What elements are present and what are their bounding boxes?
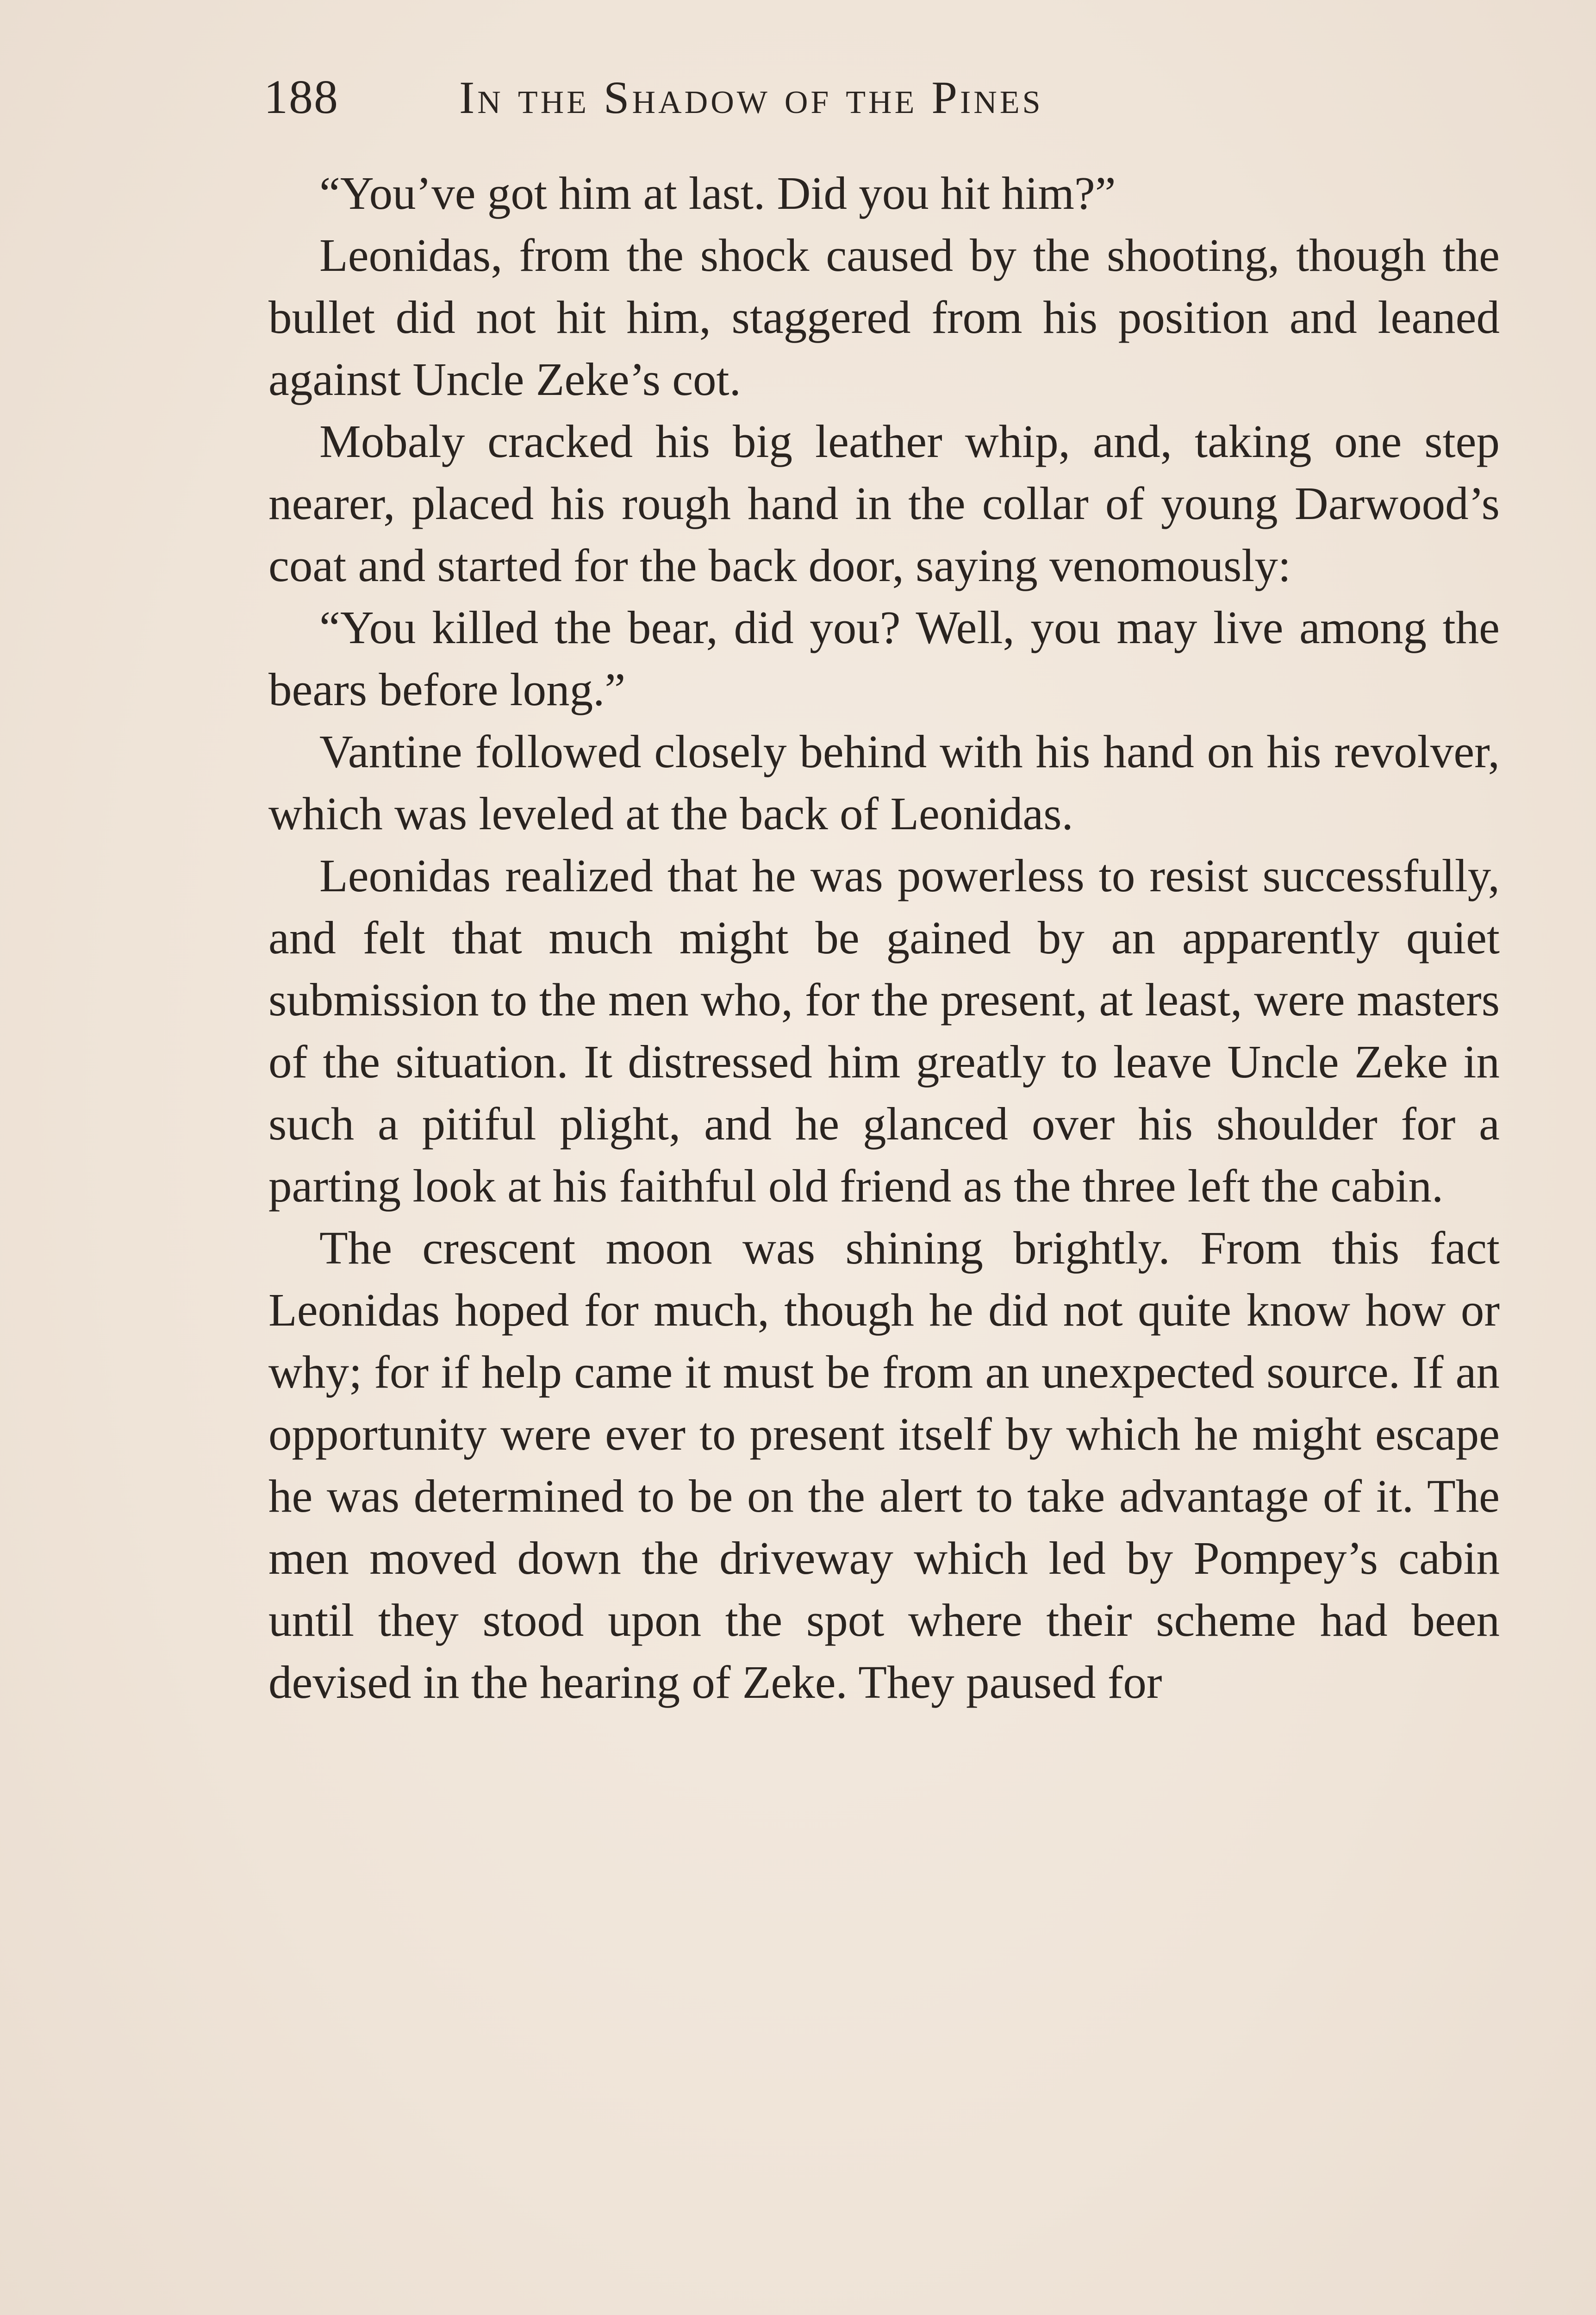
page-number: 188 <box>264 70 339 124</box>
page-header <box>264 69 1287 134</box>
paragraph: Vantine followed closely behind with his hand on his revolver, which was leveled at the back of Leonidas. <box>268 726 1500 839</box>
running-head: In the Shadow of the Pines <box>459 72 1043 123</box>
paragraph: Leonidas, from the shock caused by the shooting, though the bullet did not hit him, staggered from his position and leaned against Uncle Zeke’s cot. <box>268 229 1500 405</box>
paragraph: Mobaly cracked his big leather whip, and, taking one step nearer, placed his rough hand in the collar of young Darwood’s coat and started for the back door, saying venomously: <box>268 415 1500 591</box>
body-text <box>268 162 1500 1713</box>
paragraph: Leonidas realized that he was powerless to resist successfully, and felt that much might be gained by an apparently quiet submission to the men who, for the present, at least, were masters of the situation. It distressed him greatly to leave Uncle Zeke in such a pitiful plight, and he glanced over his shoulder for a parting look at his faithful old friend as the three left the cabin. <box>268 850 1500 1212</box>
paragraph: “You’ve got him at last. Did you hit him?” <box>319 167 1116 219</box>
paragraph: “You killed the bear, did you? Well, you may live among the bears before long.” <box>268 601 1500 715</box>
paragraph: The crescent moon was shining brightly. From this fact Leonidas hoped for much, though he did not quite know how or why; for if help came it must be from an unexpected source. If an opportunity were ever to present itself by which he might escape he was determined to be on the alert to take advantage of it. The men moved down the driveway which led by Pompey’s cabin until they stood upon the spot where their scheme had been devised in the hearing of Zeke. They paused for <box>268 1222 1500 1708</box>
